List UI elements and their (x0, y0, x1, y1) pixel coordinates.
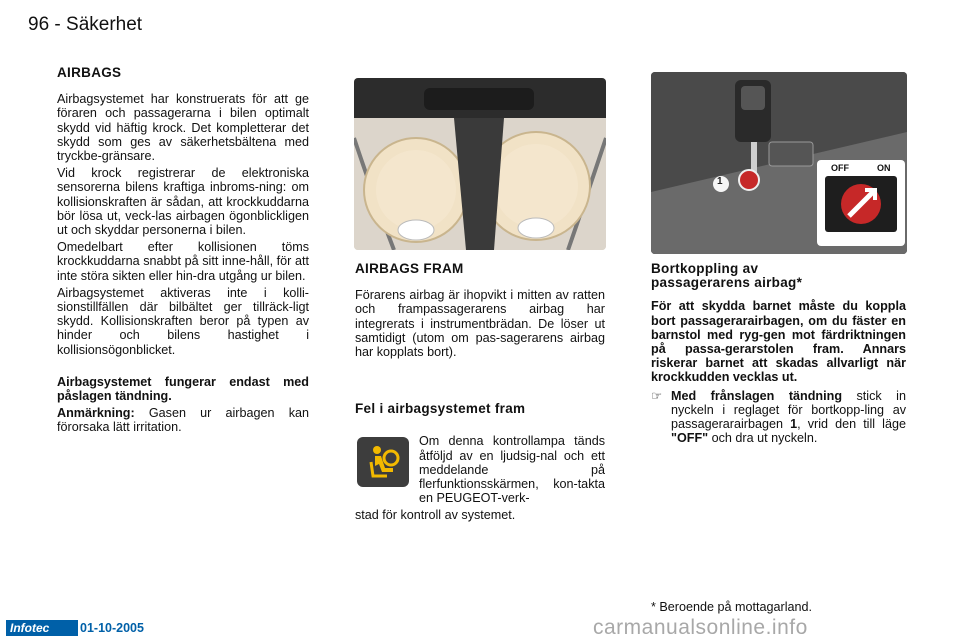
step-text-2: , vrid den till läge (797, 417, 906, 432)
footnote: * Beroende på mottagarland. (651, 600, 813, 614)
step-text-1: stick in nyckeln i reglaget för bortkopp-ling av passagerarairbagen (671, 388, 906, 432)
fel-text-end: stad för kontroll av systemet. (355, 508, 516, 523)
front-airbags-illustration (354, 78, 606, 250)
bortkoppling-heading-line2: passagerarens airbag* (651, 275, 803, 291)
footer-date: 01-10-2005 (80, 621, 144, 635)
remark-text: Gasen ur airbagen kan förorsaka lätt irritation. (57, 406, 309, 435)
airbags-paragraph-3: Omedelbart efter kollisionen töms krockkuddarna snabbt på sitt inne-håll, för att inte störa sikten eller hin-dra utgång ur bilen. (57, 240, 309, 283)
page-title: 96 - Säkerhet (28, 14, 143, 35)
airbags-fram-heading: AIRBAGS FRAM (355, 261, 464, 276)
fel-heading: Fel i airbagsystemet fram (355, 401, 526, 417)
airbags-paragraph-2: Vid krock registrerar de elektroniska sensorerna bilens kraftiga inbroms-ning: om kollisionskraften är sådan, att krockkuddarna bör lösa ut, veck-las airbagen ögonblickligen ut och skyddar personerna i bilen. (57, 166, 309, 238)
bortkoppling-step (651, 389, 906, 449)
fel-text: Om denna kontrollampa tänds åtföljd av en ljudsig-nal och ett meddelande på flerfunktionsskärmen, kon-takta en PEUGEOT-verk- (419, 434, 605, 506)
airbag-warning-lamp-icon (357, 437, 409, 487)
bortkoppling-warning: För att skydda barnet måste du koppla bort passagerarairbagen, om du fäster en barnstol med ryg-gen mot färdriktningen på passa-gerarstolen fram. Annars riskerar barnet att skadas allvarligt när krockkudden vecklas ut. (651, 299, 906, 385)
infotec-logo: Infotec (6, 620, 78, 636)
airbags-section (57, 66, 309, 438)
step-text-3: och dra ut nyckeln. (708, 431, 818, 446)
bortkoppling-step-text (671, 389, 906, 446)
switch-marker: 1 (717, 176, 723, 187)
step-bold: Med frånslagen tändning (671, 388, 843, 403)
bullet-icon: ☞ (651, 388, 663, 403)
step-number: 1 (790, 417, 798, 432)
passenger-airbag-deactivation-section (651, 262, 906, 448)
bortkoppling-heading-line1: Bortkoppling av (651, 261, 759, 276)
airbags-remark (57, 406, 309, 434)
airbags-fram-text: Förarens airbag är ihopvikt i mitten av ratten och frampassagerarens airbag har integrerats i instrumentbrädan. De löser ut samtidigt (utom om pas-sagerarens airbag har kopplats bort). (355, 288, 605, 360)
off-label: OFF (831, 163, 849, 173)
on-label: ON (877, 163, 891, 173)
airbags-paragraph-1: Airbagsystemet har konstruerats för att ge föraren och passagerarna i bilen optimalt skydd vid häftig krock. Det kompletterar det skydd som ges av säkerhetsbältena med tryckbe-gränsare. (57, 92, 309, 164)
remark-label: Anmärkning: (57, 406, 135, 421)
step-off: "OFF" (671, 431, 709, 446)
airbags-heading: AIRBAGS (57, 65, 122, 80)
airbag-pass-label: AIRBAG PASS (835, 234, 875, 240)
airbags-ignition-note: Airbagsystemet fungerar endast med påslagen tändning. (57, 374, 309, 404)
airbags-paragraph-4: Airbagsystemet aktiveras inte i kolli-sionstillfällen där bilbältet ger tillräck-ligt skydd. Kollisionskraften beror på typen av hinder och bilens hastighet i kollisionsögonblicket. (57, 285, 309, 357)
airbag-deactivation-switch-illustration (651, 72, 907, 254)
watermark: carmanualsonline.info (593, 616, 808, 639)
